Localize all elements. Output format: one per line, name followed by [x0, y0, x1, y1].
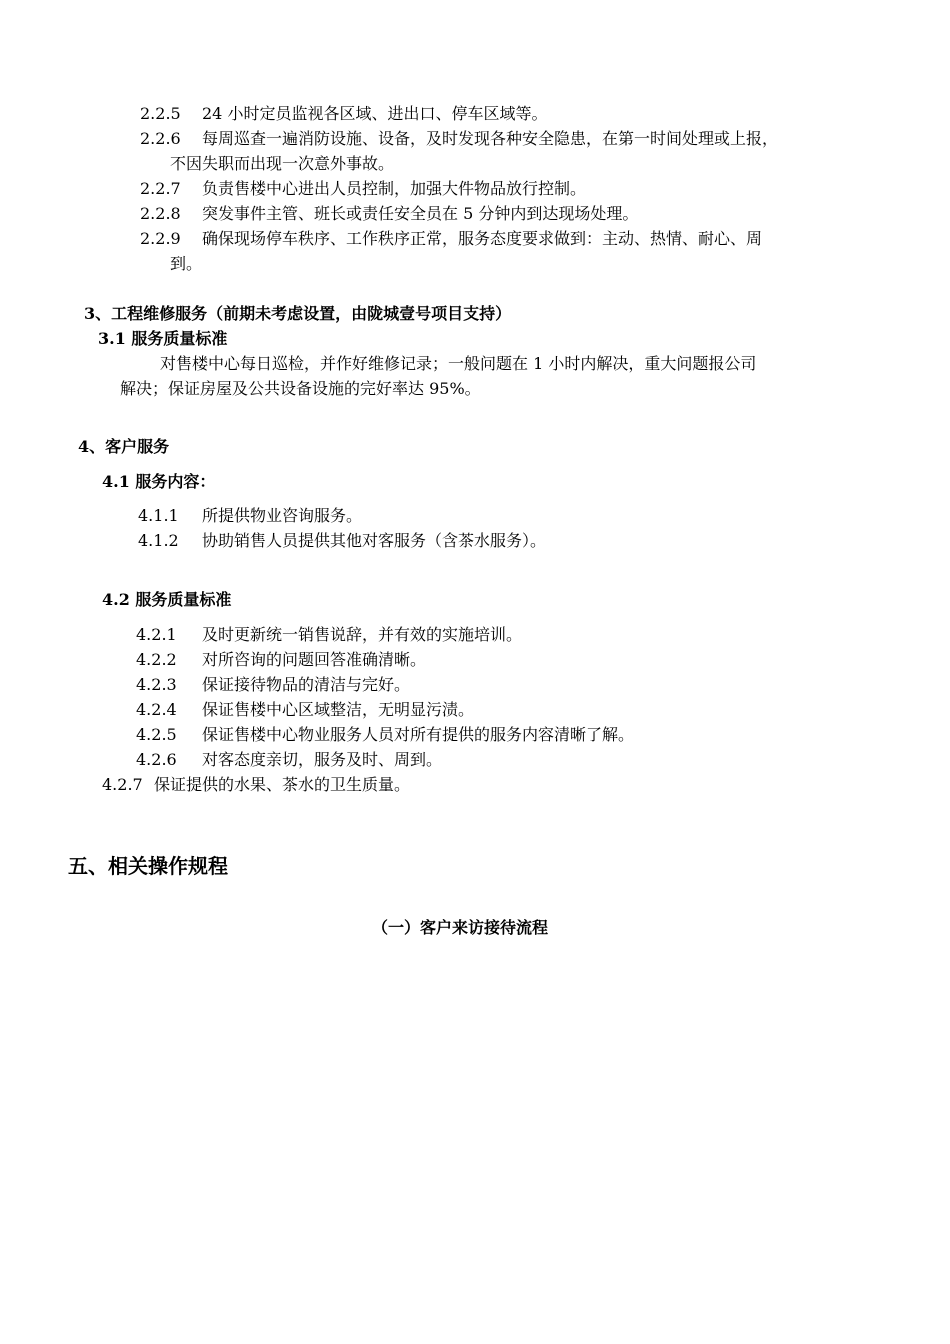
section-3-paragraph-line-2: 解决；保证房屋及公共设备设施的完好率达 95%。: [120, 379, 481, 398]
item-2-2-5: [140, 104, 547, 124]
section-5-heading: 五、相关操作规程: [68, 854, 228, 878]
item-text: 负责售楼中心进出人员控制，加强大件物品放行控制。: [202, 179, 587, 198]
item-text: 突发事件主管、班长或责任安全员在 5 分钟内到达现场处理。: [202, 204, 639, 223]
item-4-2-4: [136, 700, 474, 720]
item-number: 2.2.5: [140, 104, 181, 123]
item-text: 确保现场停车秩序、工作秩序正常，服务态度要求做到：主动、热情、耐心、周: [202, 229, 763, 248]
item-number: 4.1.2: [138, 531, 179, 550]
item-text: 及时更新统一销售说辞，并有效的实施培训。: [202, 625, 523, 644]
item-number: 4.2.7: [102, 775, 143, 794]
item-number: 2.2.9: [140, 229, 181, 248]
item-text: 对所咨询的问题回答准确清晰。: [202, 650, 427, 669]
item-4-2-1: [136, 625, 522, 645]
item-4-1-2: [138, 531, 546, 551]
item-2-2-8: [140, 204, 638, 224]
section-4-1-heading: 4.1 服务内容：: [102, 472, 216, 491]
section-3-heading: 3、工程维修服务（前期未考虑设置，由陇城壹号项目支持）: [84, 304, 512, 323]
item-text: 保证提供的水果、茶水的卫生质量。: [154, 775, 411, 794]
item-2-2-6: [140, 129, 778, 149]
item-text: 协助销售人员提供其他对客服务（含茶水服务）。: [202, 531, 547, 550]
item-text: 保证接待物品的清洁与完好。: [202, 675, 411, 694]
item-number: 4.2.4: [136, 700, 177, 719]
item-number: 2.2.8: [140, 204, 181, 223]
item-4-1-1: [138, 506, 362, 526]
item-text: 每周巡查一遍消防设施、设备，及时发现各种安全隐患，在第一时间处理或上报，: [202, 129, 779, 148]
item-2-2-7: [140, 179, 586, 199]
item-number: 4.1.1: [138, 506, 179, 525]
item-text: 24 小时定员监视各区域、进出口、停车区域等。: [202, 104, 548, 123]
item-2-2-9: [140, 229, 762, 249]
item-4-2-3: [136, 675, 410, 695]
item-number: 4.2.3: [136, 675, 177, 694]
item-4-2-7: [102, 775, 410, 795]
section-3-1-heading: 3.1 服务质量标准: [98, 329, 228, 348]
section-5-subheading: （一）客户来访接待流程: [372, 918, 549, 937]
section-3-paragraph-line-1: 对售楼中心每日巡检，并作好维修记录；一般问题在 1 小时内解决，重大问题报公司: [160, 354, 757, 373]
section-4-heading: 4、客户服务: [78, 437, 170, 456]
item-4-2-5: [136, 725, 634, 745]
item-text: 保证售楼中心区域整洁，无明显污渍。: [202, 700, 475, 719]
item-number: 4.2.5: [136, 725, 177, 744]
item-text: 保证售楼中心物业服务人员对所有提供的服务内容清晰了解。: [202, 725, 635, 744]
item-4-2-6: [136, 750, 442, 770]
item-number: 4.2.6: [136, 750, 177, 769]
item-text: 对客态度亲切，服务及时、周到。: [202, 750, 443, 769]
item-text: 所提供物业咨询服务。: [202, 506, 363, 525]
item-2-2-6-continued: 不因失职而出现一次意外事故。: [170, 154, 395, 173]
item-4-2-2: [136, 650, 426, 670]
section-4-2-heading: 4.2 服务质量标准: [102, 590, 232, 609]
item-number: 4.2.1: [136, 625, 177, 644]
item-2-2-9-continued: 到。: [170, 254, 203, 273]
item-number: 4.2.2: [136, 650, 177, 669]
item-number: 2.2.6: [140, 129, 181, 148]
item-number: 2.2.7: [140, 179, 181, 198]
